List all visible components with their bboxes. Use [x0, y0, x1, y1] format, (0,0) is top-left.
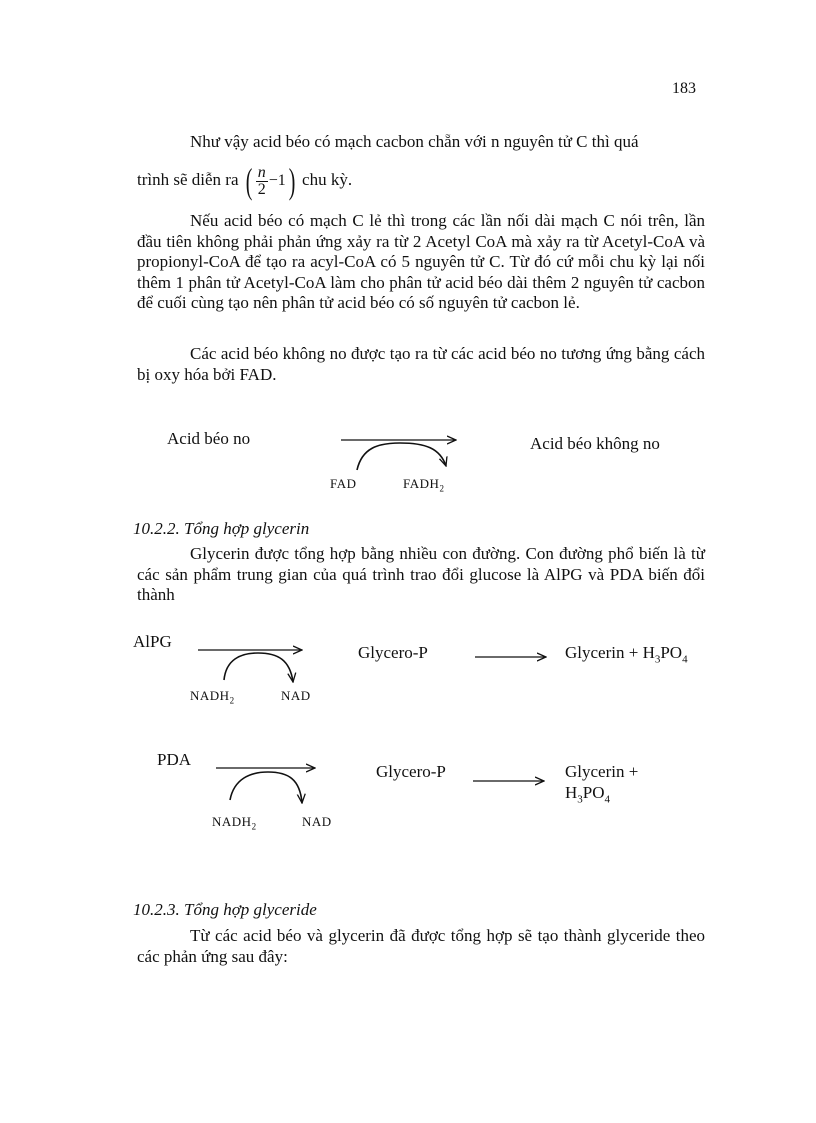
glyceride-text: Từ các acid béo và glycerin đã được tổng hợp sẽ tạo thành glyceride theo các phản ứng sau đây:: [137, 926, 705, 966]
reaction3-cofactor-in: $NADH_2$: [212, 814, 257, 832]
fraction-minus: −1: [268, 172, 286, 190]
reaction3-start: PDA: [157, 750, 192, 769]
reaction3-end-line2: $H_3PO_4$: [565, 783, 611, 806]
section-glycerin-title: 10.2.2. Tổng hợp glycerin: [133, 519, 310, 538]
reaction1-cofactor-out: $FADH_2$: [403, 476, 445, 494]
fraction-denominator: 2: [257, 180, 266, 198]
section-glyceride-title: 10.2.3. Tổng hợp glyceride: [133, 900, 317, 919]
reaction1-product: Acid béo không no: [530, 434, 660, 453]
unsaturated-text: Các acid béo không no được tạo ra từ các acid béo no tương ứng bằng cách bị oxy hóa bởi FAD.: [137, 344, 705, 384]
reaction3-end-line1: Glycerin +: [565, 762, 639, 781]
reaction1-curved-arrow: [357, 443, 446, 470]
glycerin-text: Glycerin được tổng hợp bằng nhiều con đường. Con đường phổ biến là từ các sản phẩm trung gian của quá trình trao đổi glucose là AlPG và PDA biến đổi thành: [137, 544, 705, 604]
reaction1-substrate: Acid béo no: [167, 429, 251, 448]
page-number: 183: [672, 80, 696, 97]
reaction2-cofactor-in: $NADH_2$: [190, 688, 235, 706]
reaction2-start: AlPG: [133, 632, 172, 651]
formula-suffix: chu kỳ.: [302, 170, 353, 189]
reaction3-cofactor-out: NAD: [302, 814, 332, 829]
odd-chain-text: Nếu acid béo có mạch C lẻ thì trong các lần nối dài mạch C nói trên, lần đầu tiên không phải phản ứng xảy ra từ 2 Acetyl CoA mà xảy ra từ Acetyl-CoA và propionyl-CoA để tạo ra acyl-CoA có 5 nguyên tử C. Từ đó cứ mỗi chu kỳ lại nối thêm 1 phân tử Acetyl-CoA làm cho phân tử acid béo dài thêm 2 nguyên tử cacbon để cuối cùng tạo nên phân tử acid béo có số nguyên tử cacbon lẻ.: [137, 211, 705, 312]
reaction2-cofactor-out: NAD: [281, 688, 311, 703]
reaction2-middle: Glycero-P: [358, 643, 428, 662]
formula-prefix: trình sẽ diễn ra: [137, 170, 239, 189]
fraction-numerator: n: [257, 163, 266, 181]
reaction2-end: Glycerin + $H_3PO_4$: [565, 643, 688, 666]
cycle-count-formula: ( $\frac{n}{2}$ −1 ): [245, 161, 296, 202]
reaction3-curved-arrow: [230, 772, 302, 803]
reaction3-middle: Glycero-P: [376, 762, 446, 781]
reaction1-cofactor-in: FAD: [330, 476, 357, 491]
intro-line: Như vậy acid béo có mạch cacbon chẵn với n nguyên tử C thì quá: [190, 132, 639, 151]
reaction2-curved-arrow: [224, 653, 293, 682]
